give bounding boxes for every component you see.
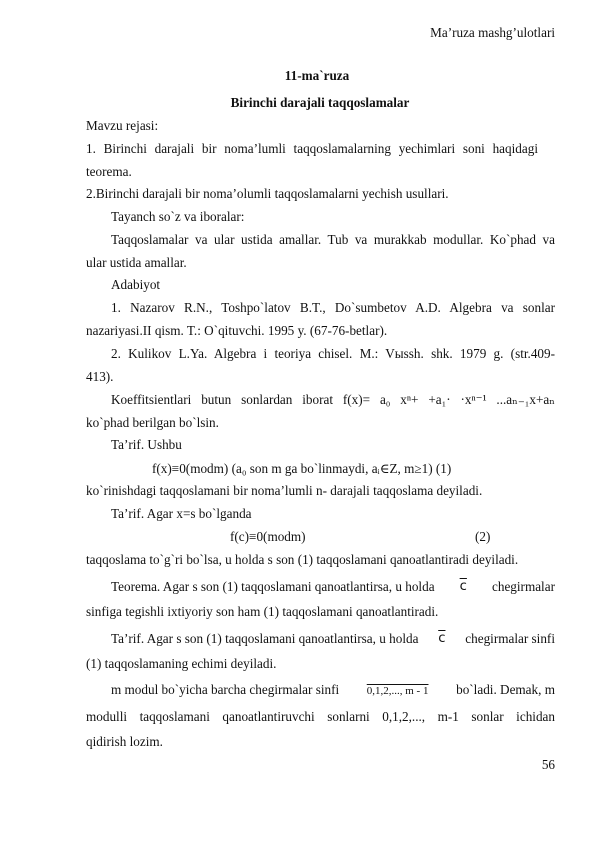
plan-item-2: 2.Birinchi darajali bir noma’olumli taqqoslamalarni yechish usullari. (86, 186, 449, 201)
keywords-heading: Tayanch so`z va iboralar: (111, 209, 245, 224)
definition-3-text-b: chegirmalar sinfi (465, 631, 555, 646)
polynomial-line-2: ko`phad berilgan bo`lsin. (86, 415, 219, 430)
definition-2-text: taqqoslama to`g`ri bo`lsa, u holda s son (1) taqqoslamani qanoatlantiradi deyiladi. (86, 552, 519, 567)
keywords-line-1: Taqqoslamalar va ular ustida amallar. Tub va murakkab modullar. Ko`phad va (111, 232, 555, 247)
residue-class-c: $\overline{c}$ (459, 579, 467, 594)
literature-ref-1-line-2: nazariyasi.II qism. T.: O`qituvchi. 1995 y. (67-76-betlar). (86, 323, 388, 338)
lecture-number: 11-ma`ruza (284, 68, 350, 83)
residue-line-1 (111, 682, 555, 699)
keywords-line-2: ular ustida amallar. (86, 255, 187, 270)
theorem-text-a: Teorema. Agar s son (1) taqqoslamani qanoatlantirsa, u holda (111, 579, 435, 594)
definition-3-line-2: (1) taqqoslamaning echimi deyiladi. (86, 656, 277, 671)
theorem-text-b: chegirmalar (492, 579, 555, 594)
page-number: 56 (541, 757, 555, 772)
plan-item-1-line-1: 1. Birinchi darajali bir noma’lumli taqqoslamalarning yechimlari soni haqidagi (86, 141, 538, 156)
residue-class-c: $\overline{c}$ (438, 631, 446, 646)
congruence-1: f(x)≡0(modm) (a₀ son m ga bo`linmaydi, aᵢ∈Z, m≥1) (1) (152, 461, 452, 476)
definition-1-text: ko`rinishdagi taqqoslamani bir noma’lumli n- darajali taqqoslama deyiladi. (86, 483, 483, 498)
literature-ref-1-line-1: 1. Nazarov R.N., Toshpo`latov B.T., Do`sumbetov A.D. Algebra va sonlar (111, 300, 555, 315)
residue-line-2: modulli taqqoslamani qanoatlantiruvchi sonlarni 0,1,2,..., m-1 sonlar ichidan (86, 709, 555, 724)
plan-heading: Mavzu rejasi: (86, 118, 159, 133)
residue-classes: 0,1,2,..., m - 1 (366, 685, 429, 697)
definition-3-text-a: Ta’rif. Agar s son (1) taqqoslamani qanoatlantirsa, u holda (111, 631, 419, 646)
lecture-title: Birinchi darajali taqqoslamalar (230, 95, 410, 110)
running-header: Ma’ruza mashg’ulotlari (430, 25, 555, 40)
definition-3-line-1 (111, 631, 555, 647)
literature-heading: Adabiyot (111, 277, 161, 292)
residue-line-3: qidirish lozim. (86, 734, 163, 749)
theorem-line-2: sinfiga tegishli ixtiyoriy son ham (1) taqqoslamani qanoatlantiradi. (86, 604, 439, 619)
theorem-line-1 (111, 579, 555, 595)
residue-text-b: bo`ladi. Demak, m (456, 682, 555, 697)
plan-item-1-line-2: teorema. (86, 164, 132, 179)
residue-text-a: m modul bo`yicha barcha chegirmalar sinfi (111, 682, 340, 697)
congruence-2: f(c)≡0(modm) (230, 529, 306, 544)
definition-1-heading: Ta’rif. Ushbu (111, 437, 182, 452)
definition-2-heading: Ta’rif. Agar x=s bo`lganda (111, 506, 252, 521)
congruence-2-number: (2) (475, 529, 491, 544)
literature-ref-2-line-2: 413). (86, 369, 114, 384)
polynomial-line-1: Koeffitsientlari butun sonlardan iborat f(x)= a₀ xⁿ+ +a₁· ·xⁿ⁻¹ ...aₙ₋₁x+aₙ (111, 392, 555, 407)
literature-ref-2-line-1: 2. Kulikov L.Ya. Algebra i teoriya chisel. M.: Vыssh. shk. 1979 g. (str.409- (111, 346, 555, 361)
